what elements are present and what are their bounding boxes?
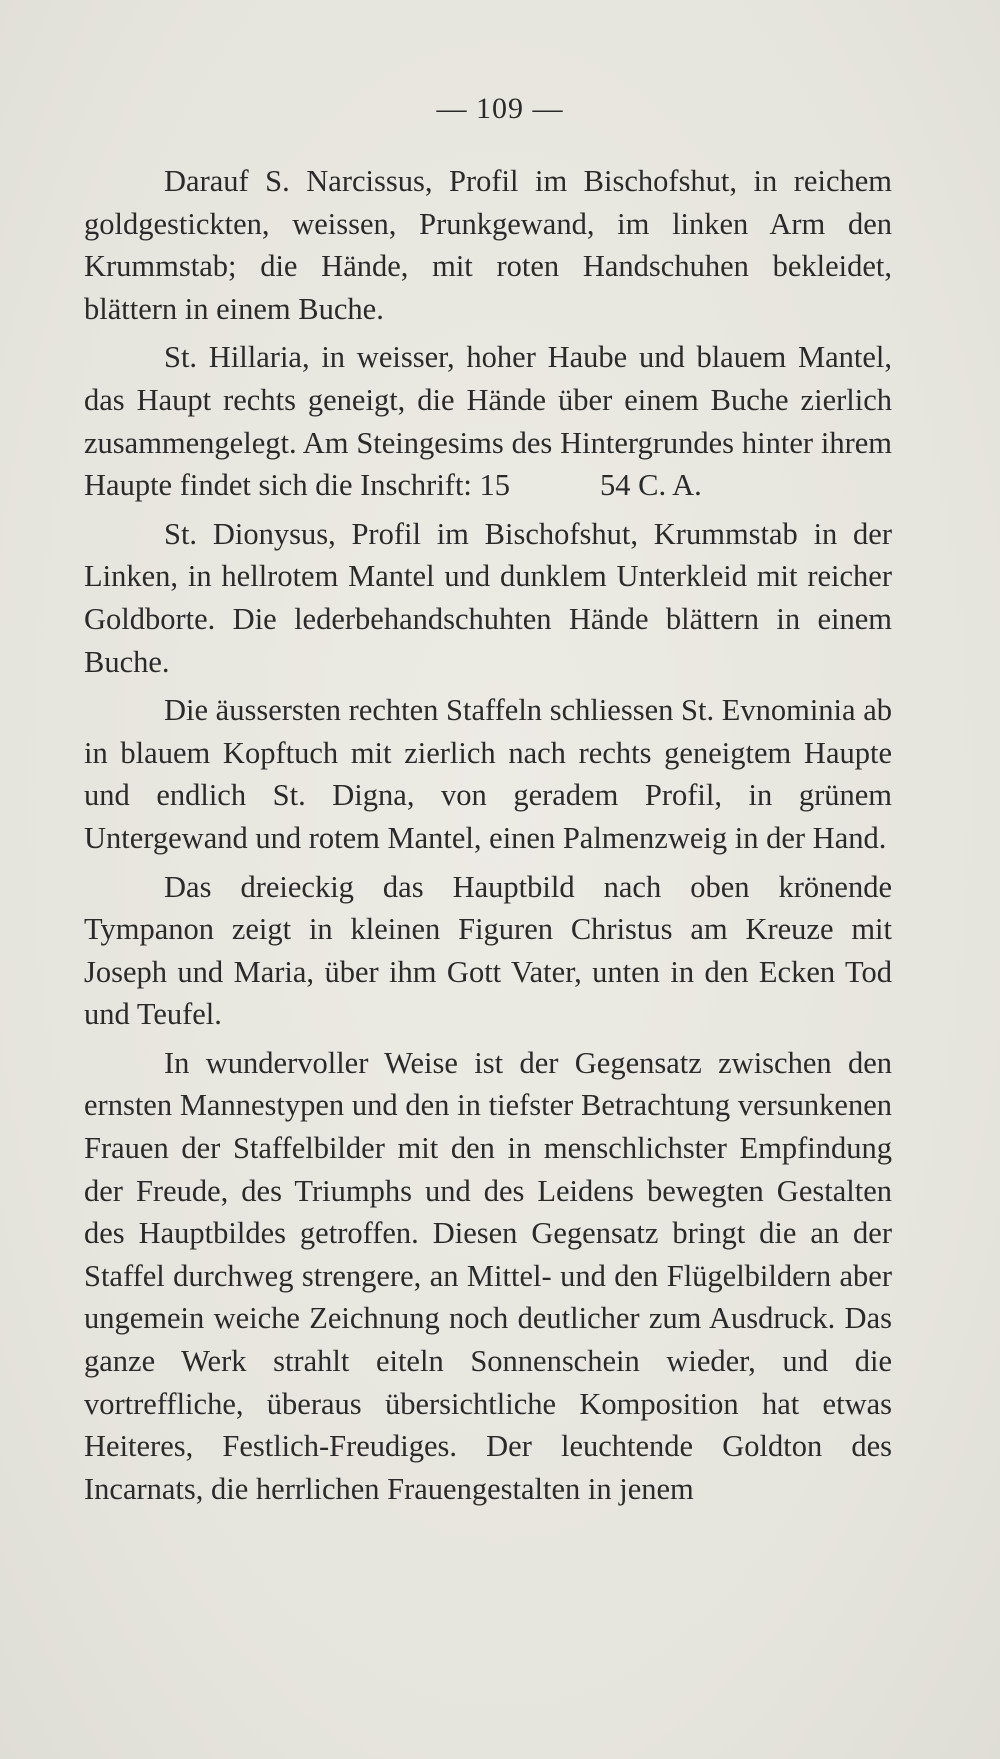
body-text (84, 160, 892, 1516)
paragraph-tympanon: Das dreieckig das Hauptbild nach oben krönende Tympanon zeigt in kleinen Figuren Christus am Kreuze mit Joseph und Maria, über ihm Gott Vater, unten in den Ecken Tod und Teufel. (84, 869, 892, 1032)
paragraph-evnominia-digna: Die äussersten rechten Staffeln schliessen St. Evnominia ab in blauem Kopftuch mit zierlich nach rechts geneigtem Haupte und endlich St. Digna, von geradem Profil, in grünem Untergewand und rotem Mantel, einen Palmenzweig in der Hand. (84, 693, 892, 855)
paragraph-dionysus: St. Dionysus, Profil im Bischofshut, Krummstab in der Linken, in hellrotem Mantel und dunklem Unterkleid mit reicher Goldborte. Die lederbehandschuhten Hände blättern in einem Buche. (84, 516, 892, 679)
paragraph-narcissus: Darauf S. Narcissus, Profil im Bischofshut, in reichem goldgestickten, weissen, Prunkgewand, im linken Arm den Krummstab; die Hände, mit roten Handschuhen bekleidet, blättern in einem Buche. (84, 164, 892, 326)
inscription-continuation: 54 C. A. (600, 468, 702, 503)
paragraph-gegensatz: In wundervoller Weise ist der Gegensatz zwischen den ernsten Mannestypen und den in tiefster Betrachtung versunkenen Frauen der Staffelbilder mit den in menschlichster Empfindung der Freude, des Triumphs und des Leidens bewegten Gestalten des Hauptbildes getroffen. Diesen Gegensatz bringt die an der Staffel durchweg strengere, an Mittel- und den Flügelbildern aber ungemein weiche Zeichnung noch deutlicher zum Ausdruck. Das ganze Werk strahlt eiteln Sonnenschein wieder, und die vortreffliche, überaus übersichtliche Komposition hat etwas Heiteres, Festlich-Freudiges. Der leuchtende Goldton des Incarnats, die herrlichen Frauengestalten in jenem (84, 1045, 892, 1506)
paragraph-hillaria-text: St. Hillaria, in weisser, hoher Haube und blauem Mantel, das Haupt rechts geneigt, die Hände über einem Buche zierlich zusammengelegt. Am Steingesims des Hintergrundes hinter ihrem Haupte findet sich die Inschrift: 15 (84, 340, 892, 503)
page-number: — 109 — (436, 92, 564, 125)
paragraph-hillaria (84, 336, 892, 506)
